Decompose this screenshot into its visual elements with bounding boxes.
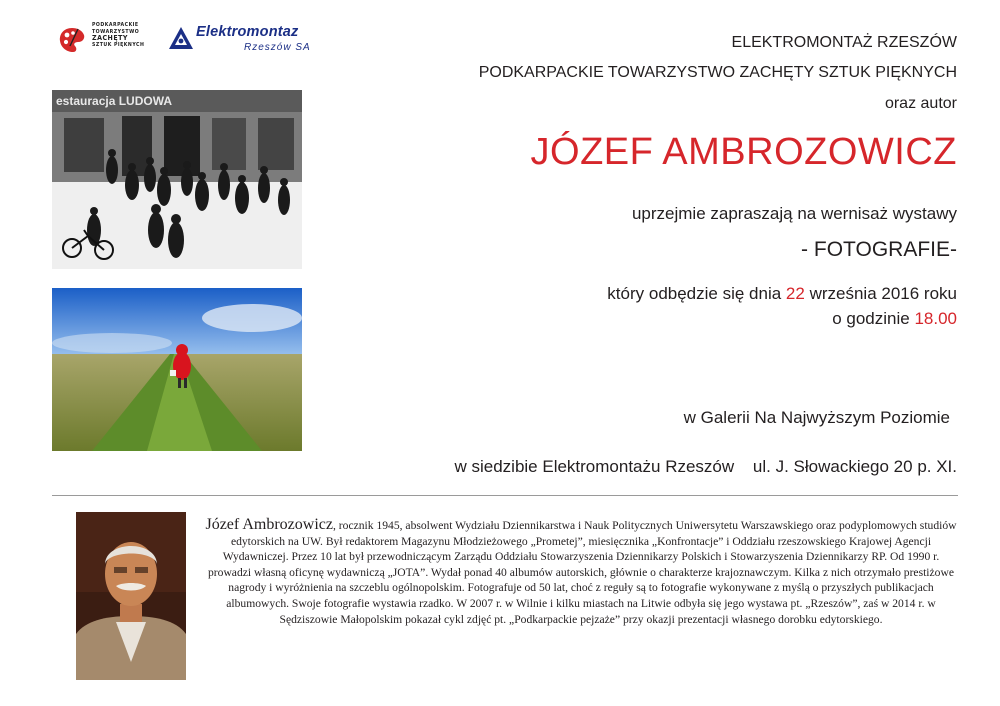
society-logo-line: SZTUK PIĘKNYCH (92, 41, 145, 48)
society-logo-line: PODKARPACKIE (92, 22, 139, 28)
author-portrait (76, 512, 186, 680)
palette-icon (58, 26, 86, 54)
event-address (454, 457, 957, 477)
organizer-society: PODKARPACKIE TOWARZYSTWO ZACHĘTY SZTUK PIĘKNYCH (478, 64, 957, 81)
restaurant-sign-text: estauracja LUDOWA (56, 94, 173, 108)
company-logo-sub: Rzeszów SA (244, 42, 311, 53)
society-logo-line: TOWARZYSTWO (92, 28, 140, 35)
time-prefix: o godzinie (832, 309, 910, 328)
event-time (832, 309, 957, 329)
street-scene-photo (52, 90, 302, 269)
and-author-label: oraz autor (884, 95, 957, 112)
bio-text: , rocznik 1945, absolwent Wydziału Dziennikarstwa i Nauk Politycznych Uniwersytetu Warszawskiego oraz podyplomowych studiów edytorskich na UW. Był redaktorem Magazynu Młodzieżowego „Prometej”, miesięcznika „Konfrontacje” i Oddziału rzeszowskiego Krajowej Agencji Wydawniczej. Przez 10 lat był przewodniczącym Zarządu Oddziału Stowarzyszenia Dziennikarzy Polskich i Stowarzyszenia Dziennikarzy RP. Od 1990 r. prowadzi własną oficynę wydawniczą „JOTA”. Wydał ponad 40 albumów autorskich, głównie o charakterze krajoznawczym. Kilka z nich otrzymało prestiżowe nagrody i wyróżnienia na szczeblu ogólnopolskim. Fotografuje od 50 lat, choć z reguły są to fotografie wykonywane z myślą o przyszłych publikacjach albumowych. Swoje fotografie wystawia rzadko. W 2007 r. w Wilnie i kilku miastach na Litwie odbyła się jego wystawa pt. „Rzeszów”, zaś w 2014 r. w Sędziszowie Małopolskim pokazał cykl zdjęć pt. „Podkarpackie pejzaże” przy okazji prezentacji własnego dorobku edytorskiego. (207, 519, 957, 626)
gallery-name: w Galerii Na Najwyższym Poziomie (683, 408, 950, 427)
society-logo-line: ZACHĘTY (92, 34, 128, 43)
date-prefix: który odbędzie się dnia (607, 284, 782, 303)
street-address: ul. J. Słowackiego 20 p. XI. (752, 457, 957, 476)
venue-seat: w siedzibie Elektromontażu Rzeszów (454, 457, 735, 476)
exhibition-title: - FOTOGRAFIE- (801, 238, 957, 261)
date-day: 22 (785, 284, 805, 303)
time-value: 18.00 (914, 309, 957, 328)
author-name: JÓZEF AMBROZOWICZ (530, 131, 957, 173)
field-child-photo (52, 288, 302, 451)
invitation-text: uprzejmie zapraszają na wernisaż wystawy (631, 204, 957, 223)
event-date (607, 284, 957, 304)
company-logo-name: Elektromontaz (196, 24, 299, 40)
organizer-elektromontaz: ELEKTROMONTAŻ RZESZÓW (731, 34, 957, 51)
elektromontaz-triangle-icon (168, 26, 194, 50)
author-bio (204, 517, 958, 627)
society-logo (58, 20, 148, 60)
company-logo (168, 24, 328, 60)
bio-author-name: Józef Ambrozowicz (205, 516, 333, 533)
section-divider (52, 495, 958, 496)
date-suffix: września 2016 roku (809, 284, 957, 303)
